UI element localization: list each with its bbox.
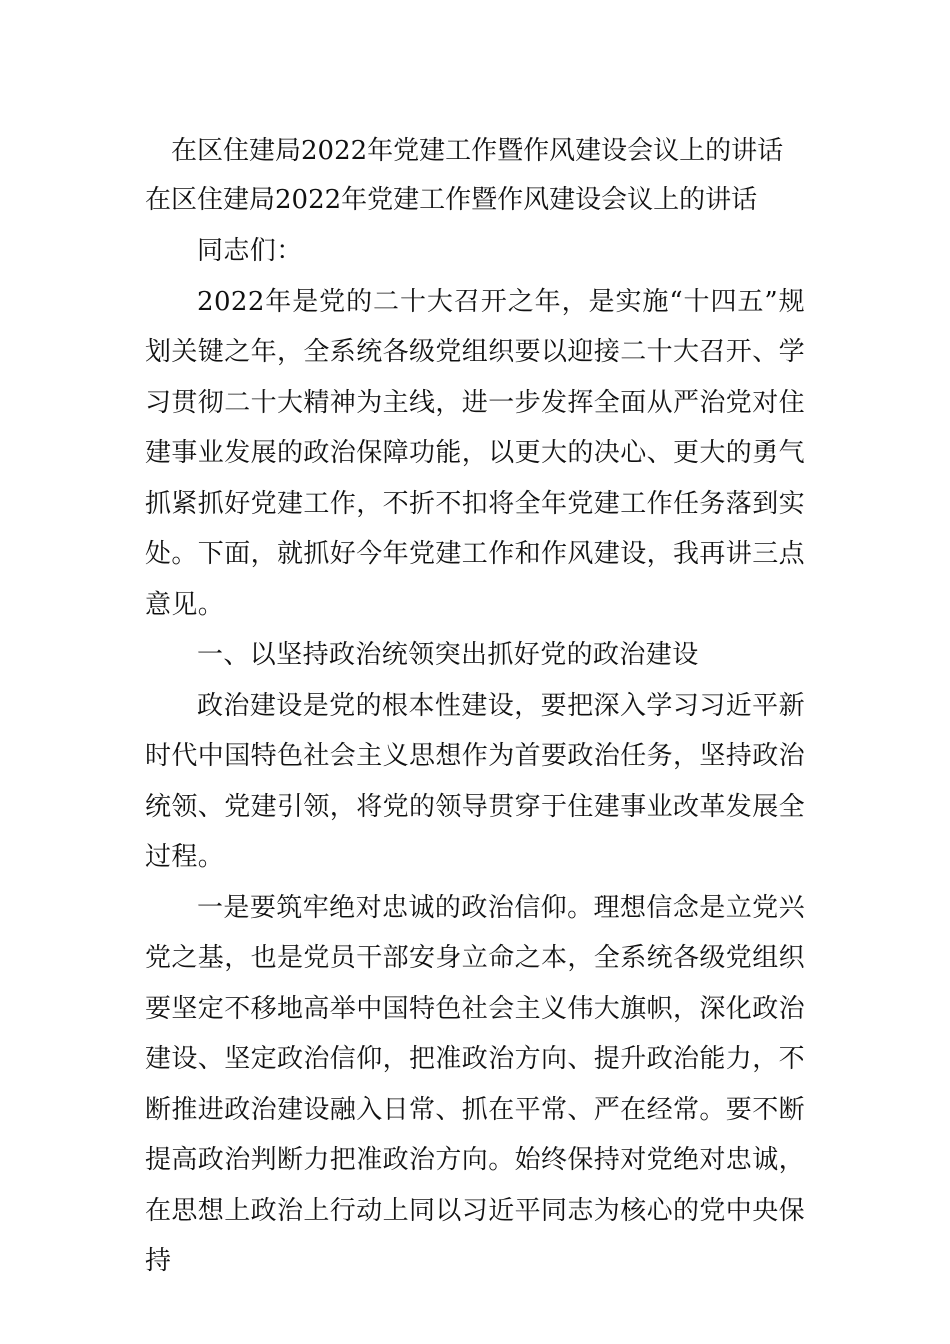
document-title-repeat: 在区住建局2022年党建工作暨作风建设会议上的讲话 — [145, 185, 758, 215]
salutation: 同志们： — [197, 236, 303, 266]
paragraph: 一是要筑牢绝对忠诚的政治信仰。理想信念是立党兴党之基，也是党员干部安身立命之本，全系统各级党组织要坚定不移地高举中国特色社会主义伟大旗帜，深化政治建设、坚定政治信仰，把准政治方向、提升政治能力，不断推进政治建设融入日常、抓在平常、严在经常。要不断提高政治判断力把准政治方向。始终保持对党绝对忠诚，在思想上政治上行动上同以习近平同志为核心的党中央保持 — [145, 892, 806, 1276]
paragraph: 2022年是党的二十大召开之年，是实施“十四五”规划关键之年，全系统各级党组织要以迎接二十大召开、学习贯彻二十大精神为主线，进一步发挥全面从严治党对住建事业发展的政治保障功能，以更大的决心、更大的勇气抓紧抓好党建工作，不折不扣将全年党建工作任务落到实处。下面，就抓好今年党建工作和作风建设，我再讲三点意见。 — [145, 286, 806, 620]
document-body — [145, 226, 805, 1287]
section-heading: 一、以坚持政治统领突出抓好党的政治建设 — [197, 640, 699, 670]
document-title: 在区住建局2022年党建工作暨作风建设会议上的讲话 — [171, 136, 784, 166]
paragraph: 政治建设是党的根本性建设，要把深入学习习近平新时代中国特色社会主义思想作为首要政治任务，坚持政治统领、党建引领，将党的领导贯穿于住建事业改革发展全过程。 — [145, 690, 806, 872]
